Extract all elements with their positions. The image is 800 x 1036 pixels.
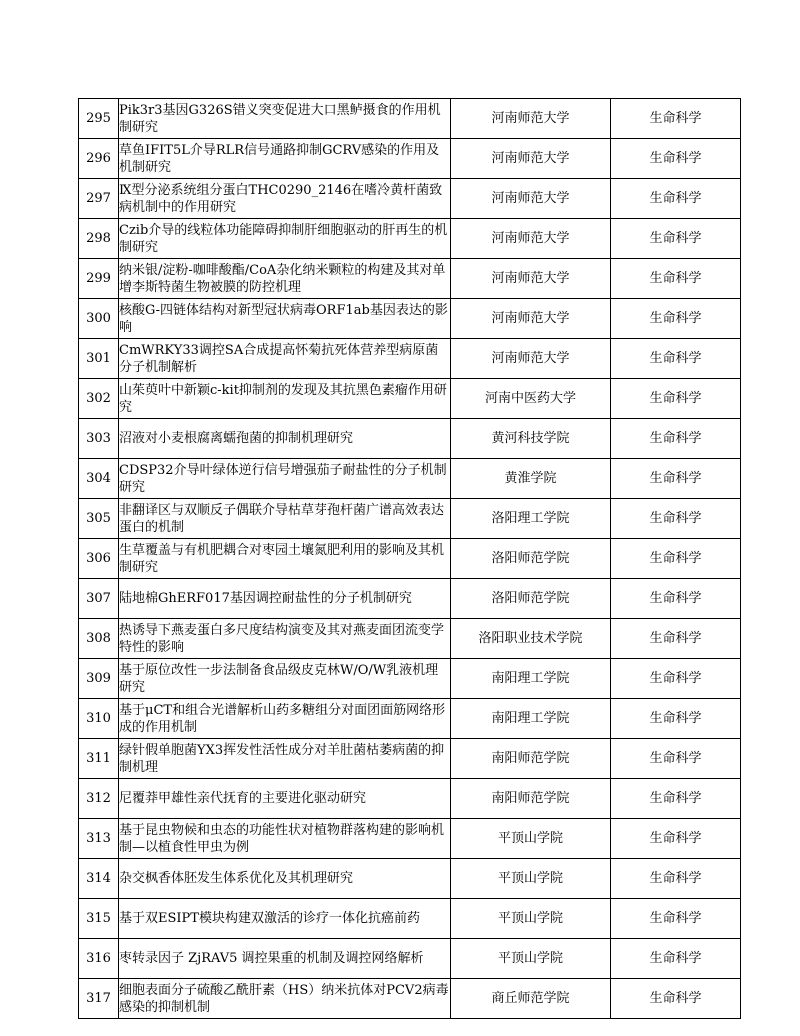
field-cell: 生命科学 <box>611 619 741 659</box>
institution-cell: 南阳师范学院 <box>451 779 611 819</box>
project-title-cell: 热诱导下燕麦蛋白多尺度结构演变及其对燕麦面团流变学特性的影响 <box>119 619 451 659</box>
table-row <box>79 339 741 379</box>
project-title-cell: 杂交枫香体胚发生体系优化及其机理研究 <box>119 859 451 899</box>
project-title-cell: 核酸G-四链体结构对新型冠状病毒ORF1ab基因表达的影响 <box>119 299 451 339</box>
project-title-cell: 非翻译区与双顺反子偶联介导枯草芽孢杆菌广谱高效表达蛋白的机制 <box>119 499 451 539</box>
institution-cell: 南阳理工学院 <box>451 659 611 699</box>
project-title-cell: 绿针假单胞菌YX3挥发性活性成分对羊肚菌枯萎病菌的抑制机理 <box>119 739 451 779</box>
field-cell: 生命科学 <box>611 819 741 859</box>
field-cell: 生命科学 <box>611 339 741 379</box>
table-row <box>79 499 741 539</box>
table-row <box>79 699 741 739</box>
row-number-cell: 311 <box>79 739 119 779</box>
row-number-cell: 306 <box>79 539 119 579</box>
field-cell: 生命科学 <box>611 899 741 939</box>
table-row <box>79 299 741 339</box>
institution-cell: 平顶山学院 <box>451 899 611 939</box>
row-number-cell: 296 <box>79 139 119 179</box>
field-cell: 生命科学 <box>611 179 741 219</box>
row-number-cell: 297 <box>79 179 119 219</box>
field-cell: 生命科学 <box>611 659 741 699</box>
field-cell: 生命科学 <box>611 699 741 739</box>
row-number-cell: 312 <box>79 779 119 819</box>
project-title-cell: CDSP32介导叶绿体逆行信号增强茄子耐盐性的分子机制研究 <box>119 459 451 499</box>
field-cell: 生命科学 <box>611 579 741 619</box>
institution-cell: 河南中医药大学 <box>451 379 611 419</box>
row-number-cell: 315 <box>79 899 119 939</box>
table-row <box>79 219 741 259</box>
table-row <box>79 739 741 779</box>
table-row <box>79 179 741 219</box>
institution-cell: 洛阳师范学院 <box>451 579 611 619</box>
institution-cell: 平顶山学院 <box>451 939 611 979</box>
table-row <box>79 259 741 299</box>
project-table <box>78 98 741 1019</box>
field-cell: 生命科学 <box>611 419 741 459</box>
field-cell: 生命科学 <box>611 299 741 339</box>
institution-cell: 南阳理工学院 <box>451 699 611 739</box>
field-cell: 生命科学 <box>611 939 741 979</box>
table-row <box>79 419 741 459</box>
table-row <box>79 659 741 699</box>
institution-cell: 河南师范大学 <box>451 99 611 139</box>
institution-cell: 平顶山学院 <box>451 859 611 899</box>
institution-cell: 商丘师范学院 <box>451 979 611 1019</box>
field-cell: 生命科学 <box>611 979 741 1019</box>
row-number-cell: 295 <box>79 99 119 139</box>
field-cell: 生命科学 <box>611 859 741 899</box>
field-cell: 生命科学 <box>611 139 741 179</box>
row-number-cell: 303 <box>79 419 119 459</box>
row-number-cell: 301 <box>79 339 119 379</box>
row-number-cell: 317 <box>79 979 119 1019</box>
row-number-cell: 308 <box>79 619 119 659</box>
project-title-cell: 沼液对小麦根腐离蠕孢菌的抑制机理研究 <box>119 419 451 459</box>
field-cell: 生命科学 <box>611 459 741 499</box>
field-cell: 生命科学 <box>611 739 741 779</box>
row-number-cell: 304 <box>79 459 119 499</box>
institution-cell: 南阳师范学院 <box>451 739 611 779</box>
project-title-cell: Czib介导的线粒体功能障碍抑制肝细胞驱动的肝再生的机制研究 <box>119 219 451 259</box>
field-cell: 生命科学 <box>611 499 741 539</box>
row-number-cell: 305 <box>79 499 119 539</box>
table-row <box>79 579 741 619</box>
project-title-cell: 山茱萸叶中新颖c-kit抑制剂的发现及其抗黑色素瘤作用研究 <box>119 379 451 419</box>
table-row <box>79 859 741 899</box>
institution-cell: 河南师范大学 <box>451 299 611 339</box>
project-title-cell: 枣转录因子 ZjRAV5 调控果重的机制及调控网络解析 <box>119 939 451 979</box>
table-row <box>79 819 741 859</box>
field-cell: 生命科学 <box>611 219 741 259</box>
table-row <box>79 539 741 579</box>
table-row <box>79 139 741 179</box>
row-number-cell: 314 <box>79 859 119 899</box>
project-title-cell: 基于μCT和组合光谱解析山药多糖组分对面团面筋网络形成的作用机制 <box>119 699 451 739</box>
institution-cell: 洛阳理工学院 <box>451 499 611 539</box>
institution-cell: 河南师范大学 <box>451 179 611 219</box>
row-number-cell: 300 <box>79 299 119 339</box>
institution-cell: 河南师范大学 <box>451 259 611 299</box>
project-title-cell: 陆地棉GhERF017基因调控耐盐性的分子机制研究 <box>119 579 451 619</box>
row-number-cell: 302 <box>79 379 119 419</box>
table-row <box>79 379 741 419</box>
project-title-cell: 纳米银/淀粉-咖啡酸酯/CoA杂化纳米颗粒的构建及其对单增李斯特菌生物被膜的防控机理 <box>119 259 451 299</box>
row-number-cell: 307 <box>79 579 119 619</box>
table-row <box>79 779 741 819</box>
project-title-cell: Ⅸ型分泌系统组分蛋白THC0290_2146在嗜冷黄杆菌致病机制中的作用研究 <box>119 179 451 219</box>
institution-cell: 洛阳职业技术学院 <box>451 619 611 659</box>
row-number-cell: 309 <box>79 659 119 699</box>
institution-cell: 河南师范大学 <box>451 139 611 179</box>
project-title-cell: 尼覆莽甲雄性亲代抚育的主要进化驱动研究 <box>119 779 451 819</box>
table-row <box>79 899 741 939</box>
table-row <box>79 99 741 139</box>
project-title-cell: 草鱼IFIT5L介导RLR信号通路抑制GCRV感染的作用及机制研究 <box>119 139 451 179</box>
field-cell: 生命科学 <box>611 259 741 299</box>
institution-cell: 河南师范大学 <box>451 339 611 379</box>
institution-cell: 黄河科技学院 <box>451 419 611 459</box>
project-title-cell: Pik3r3基因G326S错义突变促进大口黑鲈摄食的作用机制研究 <box>119 99 451 139</box>
institution-cell: 河南师范大学 <box>451 219 611 259</box>
row-number-cell: 298 <box>79 219 119 259</box>
field-cell: 生命科学 <box>611 99 741 139</box>
row-number-cell: 310 <box>79 699 119 739</box>
row-number-cell: 299 <box>79 259 119 299</box>
field-cell: 生命科学 <box>611 539 741 579</box>
project-title-cell: 基于昆虫物候和虫态的功能性状对植物群落构建的影响机制—以植食性甲虫为例 <box>119 819 451 859</box>
field-cell: 生命科学 <box>611 779 741 819</box>
table-row <box>79 979 741 1019</box>
institution-cell: 洛阳师范学院 <box>451 539 611 579</box>
table-row <box>79 939 741 979</box>
table-row <box>79 619 741 659</box>
project-title-cell: CmWRKY33调控SA合成提高怀菊抗死体营养型病原菌分子机制解析 <box>119 339 451 379</box>
project-title-cell: 生草覆盖与有机肥耦合对枣园土壤氮肥利用的影响及其机制研究 <box>119 539 451 579</box>
institution-cell: 平顶山学院 <box>451 819 611 859</box>
field-cell: 生命科学 <box>611 379 741 419</box>
table-body <box>79 99 741 1019</box>
row-number-cell: 316 <box>79 939 119 979</box>
project-title-cell: 基于双ESIPT模块构建双激活的诊疗一体化抗癌前药 <box>119 899 451 939</box>
project-title-cell: 基于原位改性一步法制备食品级皮克林W/O/W乳液机理研究 <box>119 659 451 699</box>
institution-cell: 黄淮学院 <box>451 459 611 499</box>
row-number-cell: 313 <box>79 819 119 859</box>
project-title-cell: 细胞表面分子硫酸乙酰肝素（HS）纳米抗体对PCV2病毒感染的抑制机制 <box>119 979 451 1019</box>
table-row <box>79 459 741 499</box>
